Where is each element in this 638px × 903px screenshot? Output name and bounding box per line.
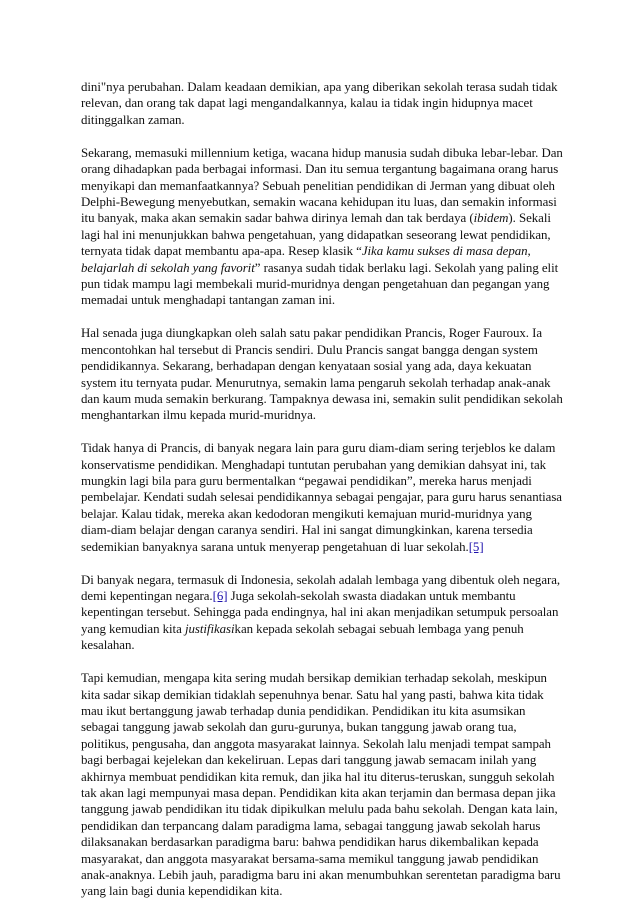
paragraph-5 [81,572,563,654]
paragraph-2-italic-quote: Jika kamu sukses di masa depan, belajarlah di sekolah yang favorit [81,244,531,275]
paragraph-5-text-d: kan kepada sekolah sebagai sebuah lembaga yang penuh kesalahan. [81,621,524,653]
paragraph-2-italic-ibidem: ibidem [473,211,509,226]
paragraph-4 [81,440,563,555]
paragraph-1 [81,79,563,128]
paragraph-3-text: Hal senada juga diungkapkan oleh salah satu pakar pendidikan Prancis, Roger Fauroux. Ia mencontohkan hal tersebut di Prancis sendiri. Dulu Prancis sangat bangga dengan system pendidikannya. Sekarang, berhadapan dengan kenyataan sosial yang ada, daya kekuatan system itu ternyata pudar. Menurutnya, semakin lama pengaruh sekolah terhadap anak-anak dan kaum muda semakin berkurang. Tampaknya dewasa ini, semakin sulit pendidikan sekolah menghantarkan ilmu kepada murid-muridnya. [81,326,563,423]
paragraph-5-text-b: Juga sekolah-sekolah swasta diadakan untuk membantu kepentingan tersebut. Sehingga pada endingnya, hal ini akan menjadikan setumpuk persoalan yang kemudian kita [81,588,559,636]
paragraph-2-text-e: ” rasanya sudah tidak berlaku lagi. Sekolah yang paling elit pun tidak mampu lagi membekali murid-muridnya dengan pengetahuan dan pegangan yang memadai untuk menghadapi tantangan zaman ini. [81,260,559,308]
paragraph-5-italic-justifikasi: justifikasi [184,621,235,636]
footnote-link-5[interactable]: [5] [468,539,484,554]
paragraph-1-text: dini"nya perubahan. Dalam keadaan demikian, apa yang diberikan sekolah terasa sudah tidak relevan, dan orang tak dapat lagi mengandalkannya, kalau ia tidak ingin hidupnya macet ditinggalkan zaman. [81,80,558,127]
paragraph-2-text-a: Sekarang, memasuki millennium ketiga, wacana hidup manusia sudah dibuka lebar-lebar. Dan orang dihadapkan pada berbagai informasi. Dan itu semua tergantung bagaimana orang harus menyikapi dan memanfaatkannya? Sebuah penelitian pendidikan di Jerman yang dibuat oleh Delphi-Bewegung menyebutkan, semakin wacana kehidupan itu luas, dan semakin informasi itu banyak, maka akan semakin sadar bahwa dirinya lemah dan tak berdaya ( [81,145,563,226]
footnote-link-6[interactable]: [6] [212,588,228,603]
paragraph-6 [81,670,563,900]
paragraph-4-text: Tidak hanya di Prancis, di banyak negara lain para guru diam-diam sering terjeblos ke dalam konservatisme pendidikan. Menghadapi tuntutan perubahan yang demikian dahsyat ini, tak mungkin lagi bila para guru bermentalkan “pegawai pendidikan”, mereka harus menjadi pembelajar. Kendati sudah selesai pendidikannya sebagai pengajar, para guru harus senantiasa belajar. Kalau tidak, mereka akan kedodoran mengikuti kemajuan murid-muridnya yang diam-diam belajar dengan caranya sendiri. Hal ini sangat dimungkinkan, karena tersedia sedemikian banyaknya sarana untuk menyerap pengetahuan di luar sekolah. [81,441,562,554]
paragraph-2 [81,145,563,309]
paragraph-5-text-a: Di banyak negara, termasuk di Indonesia, sekolah adalah lembaga yang dibentuk oleh negara, demi kepentingan negara. [81,572,561,603]
paragraph-3 [81,325,563,423]
paragraph-2-text-c: ). Sekali lagi hal ini menunjukkan bahwa pengetahuan, yang didapatkan seseorang lewat pendidikan, ternyata tidak dapat membantu apa-apa. Resep klasik “ [81,211,551,259]
document-body [81,79,563,900]
paragraph-6-text: Tapi kemudian, mengapa kita sering mudah bersikap demikian terhadap sekolah, meskipun kita sadar sikap demikian tidaklah sepenuhnya benar. Satu hal yang pasti, bahwa kita tidak mau ikut bertanggung jawab terhadap dunia pendidikan. Pendidikan itu kita asumsikan sebagai tanggung jawab sekolah dan guru-gurunya, bukan tanggung jawab orang tua, politikus, pengusaha, dan anggota masyarakat lainnya. Sekolah lalu menjadi tempat sampah bagi berbagai kejelekan dan kekeliruan. Lepas dari tanggung jawab semacam inilah yang akhirnya membuat pendidikan kita remuk, dan jika hal itu diterus-teruskan, sungguh sekolah tak akan lagi mempunyai masa depan. Pendidikan kita akan terjamin dan bermasa depan jika tanggung jawab pendidikan itu tidak dipikulkan melulu pada bahu sekolah. Dengan kata lain, pendidikan dan terpancang dalam paradigma lama, sebagai tanggung jawab sekolah harus dilaksanakan berdasarkan paradigma baru: bahwa pendidikan harus dikembalikan kepada masyarakat, dan anggota masyarakat bersama-sama memikul tanggung jawab pendidikan anak-anaknya. Lebih jauh, paradigma baru ini akan menumbuhkan serentetan paradigma baru yang lain bagi dunia kependidikan kita. [81,671,561,899]
